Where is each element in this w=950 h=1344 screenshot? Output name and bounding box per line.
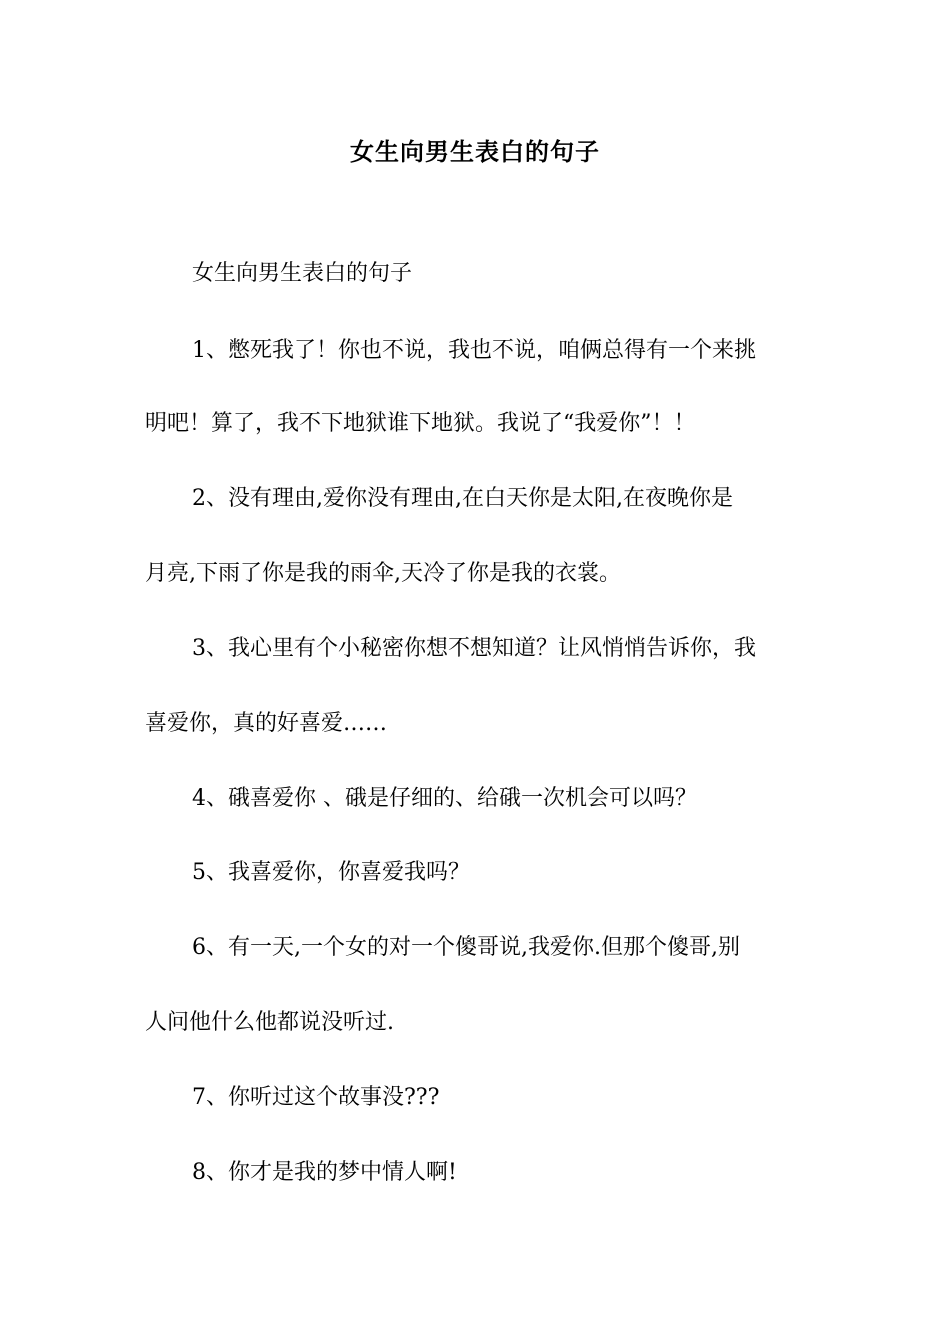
paragraph-line: 3、我心里有个小秘密你想不想知道？让风悄悄告诉你，我 xyxy=(192,636,756,661)
document-subtitle: 女生向男生表白的句子 xyxy=(192,261,413,286)
document-title: 女生向男生表白的句子 xyxy=(350,137,600,166)
paragraph-line: 1、憋死我了！你也不说，我也不说，咱俩总得有一个来挑 xyxy=(192,338,756,363)
paragraph-line: 人问他什么他都说没听过. xyxy=(145,1010,394,1035)
paragraph-line: 4、硪喜爱你 、硪是仔细的、给硪一次机会可以吗？ xyxy=(192,786,697,811)
paragraph-line: 5、我喜爱你，你喜爱我吗？ xyxy=(192,860,470,885)
paragraph-line: 6、有一天,一个女的对一个傻哥说,我爱你.但那个傻哥,别 xyxy=(192,935,740,960)
paragraph-line: 2、没有理由,爱你没有理由,在白天你是太阳,在夜晚你是 xyxy=(192,486,733,511)
paragraph-line: 明吧！算了，我不下地狱谁下地狱。我说了“我爱你”！！ xyxy=(145,411,696,436)
paragraph-line: 喜爱你，真的好喜爱…… xyxy=(145,711,388,736)
paragraph-line: 7、你听过这个故事没??? xyxy=(192,1085,440,1110)
paragraph-line: 月亮,下雨了你是我的雨伞,天冷了你是我的衣裳。 xyxy=(145,561,621,586)
paragraph-line: 8、你才是我的梦中情人啊! xyxy=(192,1160,457,1185)
